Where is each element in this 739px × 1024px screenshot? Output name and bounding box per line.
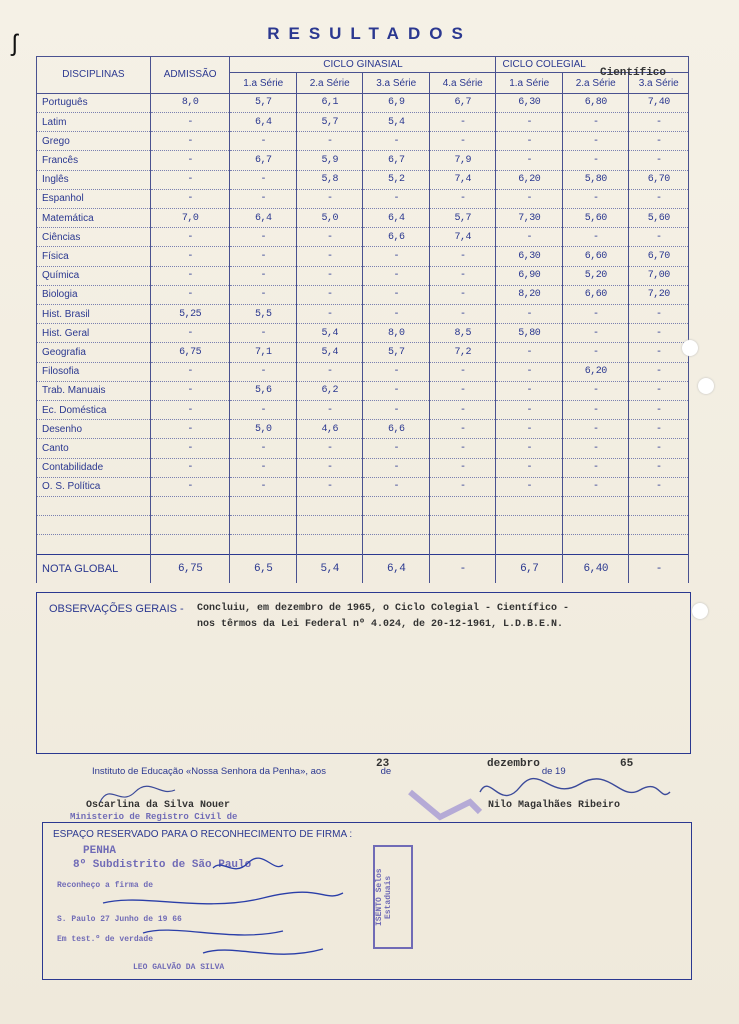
grade-cell: - [150, 362, 230, 381]
grade-cell: - [363, 477, 430, 496]
grade-cell: - [429, 420, 496, 439]
subject-name: Espanhol [37, 189, 151, 208]
table-row [37, 151, 689, 170]
subject-name: Hist. Brasil [37, 305, 151, 324]
table-row [37, 266, 689, 285]
grade-cell: 5,80 [562, 170, 629, 189]
empty-cell [37, 535, 151, 554]
table-row [37, 170, 689, 189]
subject-name: Inglês [37, 170, 151, 189]
grade-cell: - [562, 458, 629, 477]
table-row [37, 439, 689, 458]
signer-left-name: Oscarlina da Silva Nouer [86, 800, 231, 811]
subject-name: Hist. Geral [37, 324, 151, 343]
header-serie: 4.a Série [429, 73, 496, 93]
subject-name: Ciências [37, 228, 151, 247]
grade-cell: - [150, 420, 230, 439]
grade-cell: - [496, 189, 563, 208]
grade-cell: - [429, 247, 496, 266]
observacoes-text [197, 601, 685, 633]
grade-cell: - [230, 266, 297, 285]
grade-cell: - [629, 151, 689, 170]
subject-name: Geografia [37, 343, 151, 362]
signer-right-name: Nilo Magalhães Ribeiro [488, 800, 621, 811]
grade-cell: - [230, 401, 297, 420]
grade-cell: 5,0 [296, 209, 363, 228]
grade-cell: - [363, 305, 430, 324]
subject-name: Desenho [37, 420, 151, 439]
table-row [37, 401, 689, 420]
empty-cell [496, 497, 563, 516]
grade-cell: - [363, 247, 430, 266]
grade-cell: 5,5 [230, 305, 297, 324]
grade-cell: 6,30 [496, 247, 563, 266]
date-day: 23 [376, 758, 390, 770]
empty-cell [629, 497, 689, 516]
grade-cell: - [562, 151, 629, 170]
empty-cell [429, 516, 496, 535]
empty-row [37, 516, 689, 535]
empty-cell [629, 516, 689, 535]
grade-cell: 6,70 [629, 247, 689, 266]
grade-cell: - [230, 228, 297, 247]
empty-cell [496, 516, 563, 535]
grade-cell: - [150, 458, 230, 477]
grade-cell: 4,6 [296, 420, 363, 439]
grade-cell: - [496, 401, 563, 420]
hook-mark: ʃ [12, 30, 18, 57]
grade-cell: 7,4 [429, 170, 496, 189]
grades-table [36, 56, 689, 583]
empty-cell [429, 535, 496, 554]
grade-cell: 6,75 [150, 343, 230, 362]
grade-cell: - [429, 132, 496, 151]
grade-cell: 8,0 [150, 93, 230, 112]
table-row [37, 324, 689, 343]
nota-global-cell: 6,40 [562, 554, 629, 583]
table-row [37, 228, 689, 247]
subject-name: Filosofia [37, 362, 151, 381]
grade-cell: - [296, 132, 363, 151]
empty-cell [150, 516, 230, 535]
institute-text: Instituto de Educação «Nossa Senhora da Penha», aos [92, 766, 326, 777]
grade-cell: - [562, 343, 629, 362]
grade-cell: - [562, 381, 629, 400]
grade-cell: - [296, 189, 363, 208]
grade-cell: - [496, 132, 563, 151]
grade-cell: - [562, 305, 629, 324]
grade-cell: 6,4 [230, 112, 297, 131]
header-disciplinas: DISCIPLINAS [37, 57, 151, 94]
empty-cell [230, 535, 297, 554]
table-row [37, 362, 689, 381]
empty-row [37, 535, 689, 554]
grade-cell: 7,1 [230, 343, 297, 362]
grade-cell: - [629, 228, 689, 247]
grade-cell: - [429, 439, 496, 458]
grade-cell: - [296, 305, 363, 324]
subject-name: Biologia [37, 285, 151, 304]
header-serie: 1.a Série [496, 73, 563, 93]
page-title: RESULTADOS [267, 24, 472, 43]
subject-name: Trab. Manuais [37, 381, 151, 400]
observacoes-line-2: nos têrmos da Lei Federal nº 4.024, de 20-12-1961, L.D.B.E.N. [197, 619, 564, 630]
grade-cell: - [150, 228, 230, 247]
punch-hole [682, 340, 698, 356]
grade-cell: - [230, 439, 297, 458]
grade-cell: - [230, 362, 297, 381]
table-row [37, 132, 689, 151]
subject-name: Latim [37, 112, 151, 131]
grade-cell: - [629, 401, 689, 420]
grade-cell: - [150, 439, 230, 458]
header-admissao: ADMISSÃO [150, 57, 230, 94]
empty-cell [150, 535, 230, 554]
nota-global-cell: 6,75 [150, 554, 230, 583]
grade-cell: - [150, 477, 230, 496]
registry-stamp-small: Ministerio de Registro Civil de [70, 812, 238, 822]
firma-handwriting [83, 853, 383, 973]
subject-name: Matemática [37, 209, 151, 228]
grade-cell: 6,7 [429, 93, 496, 112]
grade-cell: - [429, 401, 496, 420]
de-text-2: de 19 [541, 766, 566, 777]
grade-cell: 5,7 [296, 112, 363, 131]
grade-cell: - [150, 381, 230, 400]
empty-cell [363, 535, 430, 554]
date-year: 65 [620, 758, 634, 770]
grade-cell: 5,60 [562, 209, 629, 228]
grade-cell: - [150, 247, 230, 266]
empty-cell [629, 535, 689, 554]
grade-cell: 8,20 [496, 285, 563, 304]
grade-cell: 5,4 [296, 343, 363, 362]
grade-cell: - [629, 458, 689, 477]
grade-cell: - [496, 112, 563, 131]
empty-cell [296, 535, 363, 554]
grade-cell: 6,4 [363, 209, 430, 228]
table-row [37, 343, 689, 362]
stamp-line-2: 8º Subdistrito de São Paulo [73, 859, 252, 871]
subject-name: Português [37, 93, 151, 112]
stamp-line-1: PENHA [83, 845, 117, 857]
grade-cell: - [230, 170, 297, 189]
subject-name: Química [37, 266, 151, 285]
grade-cell: 5,0 [230, 420, 297, 439]
subject-name: Contabilidade [37, 458, 151, 477]
grade-cell: - [562, 189, 629, 208]
grade-cell: 6,2 [296, 381, 363, 400]
punch-hole [692, 603, 708, 619]
grade-cell: 6,20 [496, 170, 563, 189]
nota-global-cell: - [429, 554, 496, 583]
grade-cell: - [363, 285, 430, 304]
grade-cell: - [496, 305, 563, 324]
grade-cell: 5,25 [150, 305, 230, 324]
grade-cell: 6,9 [363, 93, 430, 112]
grade-cell: - [629, 477, 689, 496]
grade-cell: - [429, 266, 496, 285]
empty-row [37, 497, 689, 516]
grade-cell: - [629, 420, 689, 439]
grade-cell: 5,7 [429, 209, 496, 228]
table-row [37, 458, 689, 477]
nota-global-label: NOTA GLOBAL [37, 554, 151, 583]
header-serie: 3.a Série [629, 73, 689, 93]
subject-name: Canto [37, 439, 151, 458]
stamp-line-6: Em test.º de verdade [57, 935, 154, 944]
empty-cell [562, 516, 629, 535]
grade-cell: - [429, 381, 496, 400]
grade-cell: 6,90 [496, 266, 563, 285]
grade-cell: - [496, 439, 563, 458]
header-ciclo-ginasial: CICLO GINASIAL [230, 57, 496, 73]
grade-cell: - [496, 362, 563, 381]
grade-cell: - [363, 362, 430, 381]
observacoes-label: OBSERVAÇÕES GERAIS - [49, 603, 184, 615]
empty-cell [363, 516, 430, 535]
grade-cell: - [230, 247, 297, 266]
header-serie: 2.a Série [296, 73, 363, 93]
header-serie: 2.a Série [562, 73, 629, 93]
grade-cell: 7,20 [629, 285, 689, 304]
grade-cell: - [562, 132, 629, 151]
table-row [37, 305, 689, 324]
grade-cell: - [562, 439, 629, 458]
empty-cell [562, 497, 629, 516]
grade-cell: - [296, 228, 363, 247]
grade-cell: 5,7 [230, 93, 297, 112]
isento-box-stamp: ISENTO Selos Estaduais [373, 845, 413, 949]
table-row [37, 93, 689, 112]
grade-cell: 6,70 [629, 170, 689, 189]
grade-cell: - [230, 285, 297, 304]
grade-cell: 7,0 [150, 209, 230, 228]
grade-cell: - [296, 362, 363, 381]
grade-cell: - [629, 305, 689, 324]
header-serie: 1.a Série [230, 73, 297, 93]
table-row [37, 420, 689, 439]
grade-cell: 6,20 [562, 362, 629, 381]
grade-cell: - [429, 305, 496, 324]
empty-cell [562, 535, 629, 554]
grade-cell: - [629, 112, 689, 131]
grade-cell: - [363, 189, 430, 208]
table-row [37, 209, 689, 228]
grade-cell: 6,4 [230, 209, 297, 228]
grade-cell: 6,6 [363, 420, 430, 439]
grade-cell: - [629, 362, 689, 381]
grade-cell: - [363, 381, 430, 400]
cientifico-stamp: Científico [600, 67, 667, 79]
grade-cell: - [496, 420, 563, 439]
grade-cell: - [496, 381, 563, 400]
grade-cell: - [629, 132, 689, 151]
grade-cell: 5,9 [296, 151, 363, 170]
observacoes-box [36, 592, 691, 754]
subject-name: Ec. Doméstica [37, 401, 151, 420]
grade-cell: - [296, 458, 363, 477]
nota-global-cell: - [629, 554, 689, 583]
grade-cell: - [629, 324, 689, 343]
stamp-line-5: S. Paulo 27 Junho de 19 66 [57, 915, 182, 924]
grade-cell: 8,5 [429, 324, 496, 343]
grade-cell: 7,4 [429, 228, 496, 247]
header-ciclo-colegial: CICLO COLEGIAL [496, 57, 689, 73]
grade-cell: - [296, 247, 363, 266]
stamp-line-3: Reconheço a firma de [57, 881, 154, 890]
grade-cell: - [429, 112, 496, 131]
grade-cell: 6,60 [562, 285, 629, 304]
grade-cell: 5,20 [562, 266, 629, 285]
grade-cell: - [150, 266, 230, 285]
grade-cell: - [496, 343, 563, 362]
de-text-1: de [380, 766, 392, 777]
grade-cell: - [230, 324, 297, 343]
empty-cell [230, 497, 297, 516]
grade-cell: - [363, 266, 430, 285]
grade-cell: - [150, 112, 230, 131]
grade-cell: 6,7 [363, 151, 430, 170]
grade-cell: - [230, 477, 297, 496]
subject-name: Física [37, 247, 151, 266]
table-row [37, 381, 689, 400]
grade-cell: 5,80 [496, 324, 563, 343]
grade-cell: - [429, 458, 496, 477]
grade-cell: 7,40 [629, 93, 689, 112]
grade-cell: - [150, 151, 230, 170]
grade-cell: 5,4 [363, 112, 430, 131]
date-month: dezembro [487, 758, 540, 770]
grade-cell: - [230, 458, 297, 477]
grade-cell: - [496, 458, 563, 477]
grade-cell: - [562, 324, 629, 343]
grade-cell: - [150, 132, 230, 151]
empty-cell [150, 497, 230, 516]
grade-cell: 5,60 [629, 209, 689, 228]
grade-cell: - [363, 132, 430, 151]
grade-cell: 6,80 [562, 93, 629, 112]
grade-cell: - [150, 324, 230, 343]
grade-cell: - [363, 458, 430, 477]
grade-cell: 5,2 [363, 170, 430, 189]
table-row [37, 477, 689, 496]
grade-cell: - [429, 285, 496, 304]
table-row [37, 247, 689, 266]
grade-cell: - [150, 285, 230, 304]
table-row [37, 112, 689, 131]
empty-cell [37, 497, 151, 516]
grade-cell: - [562, 401, 629, 420]
grade-cell: - [429, 189, 496, 208]
header-serie: 3.a Série [363, 73, 430, 93]
grade-cell: - [296, 285, 363, 304]
subject-name: Grego [37, 132, 151, 151]
grade-cell: - [296, 401, 363, 420]
nota-global-cell: 5,4 [296, 554, 363, 583]
grade-cell: - [629, 343, 689, 362]
grade-cell: - [296, 477, 363, 496]
grade-cell: - [150, 189, 230, 208]
table-row [37, 285, 689, 304]
grade-cell: - [296, 266, 363, 285]
grade-cell: - [150, 170, 230, 189]
empty-cell [37, 516, 151, 535]
grade-cell: - [429, 362, 496, 381]
grade-cell: - [562, 477, 629, 496]
grade-cell: - [429, 477, 496, 496]
grade-cell: - [296, 439, 363, 458]
grade-cell: 7,2 [429, 343, 496, 362]
subject-name: O. S. Política [37, 477, 151, 496]
grade-cell: - [496, 151, 563, 170]
grade-cell: 5,7 [363, 343, 430, 362]
grade-cell: - [150, 401, 230, 420]
grade-cell: 7,9 [429, 151, 496, 170]
empty-cell [496, 535, 563, 554]
empty-cell [429, 497, 496, 516]
grade-cell: 6,7 [230, 151, 297, 170]
grade-cell: 5,4 [296, 324, 363, 343]
grade-cell: - [496, 477, 563, 496]
grade-cell: - [230, 189, 297, 208]
empty-cell [363, 497, 430, 516]
grade-cell: 6,6 [363, 228, 430, 247]
grade-cell: - [629, 439, 689, 458]
stamp-line-7: LEO GALVÃO DA SILVA [133, 963, 225, 972]
nota-global-cell: 6,5 [230, 554, 297, 583]
observacoes-line-1: Concluiu, em dezembro de 1965, o Ciclo Colegial - Científico - [197, 603, 570, 614]
empty-cell [296, 497, 363, 516]
grade-cell: 6,60 [562, 247, 629, 266]
grade-cell: - [629, 381, 689, 400]
grade-cell: 6,1 [296, 93, 363, 112]
table-row [37, 189, 689, 208]
firma-box [42, 822, 692, 980]
grade-cell: 5,6 [230, 381, 297, 400]
grade-cell: 8,0 [363, 324, 430, 343]
grade-cell: - [562, 112, 629, 131]
empty-cell [230, 516, 297, 535]
subject-name: Francês [37, 151, 151, 170]
grade-cell: 7,00 [629, 266, 689, 285]
punch-hole [698, 378, 714, 394]
firma-label: ESPAÇO RESERVADO PARA O RECONHECIMENTO DE FIRMA : [53, 829, 353, 840]
grade-cell: - [562, 420, 629, 439]
grade-cell: 5,8 [296, 170, 363, 189]
empty-cell [296, 516, 363, 535]
nota-global-cell: 6,7 [496, 554, 563, 583]
grade-cell: - [363, 401, 430, 420]
grade-cell: 6,30 [496, 93, 563, 112]
grade-cell: - [496, 228, 563, 247]
grade-cell: - [363, 439, 430, 458]
nota-global-cell: 6,4 [363, 554, 430, 583]
grade-cell: - [562, 228, 629, 247]
grade-cell: 7,30 [496, 209, 563, 228]
grade-cell: - [230, 132, 297, 151]
grade-cell: - [629, 189, 689, 208]
